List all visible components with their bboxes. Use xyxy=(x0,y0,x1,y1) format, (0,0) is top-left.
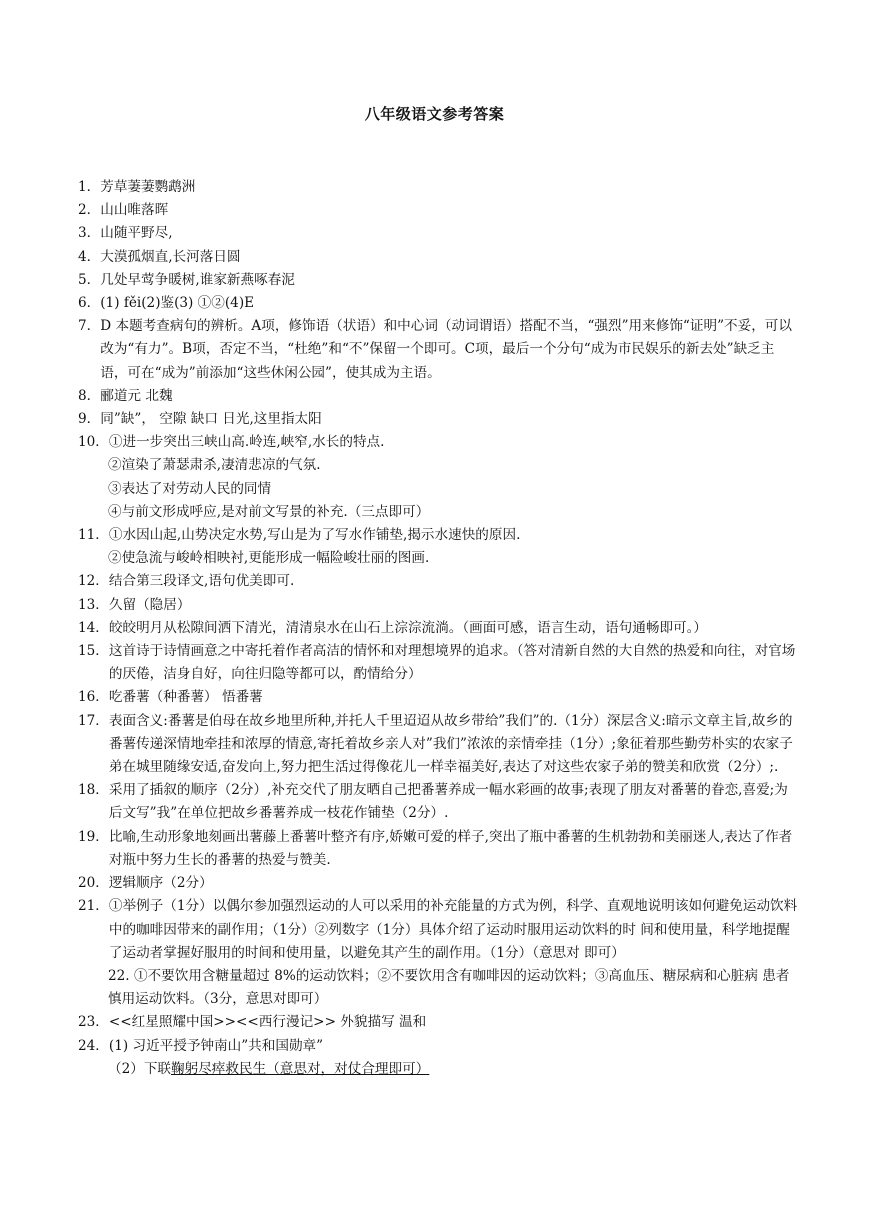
answer-text: 几处早莺争暖树,谁家新燕啄春泥 xyxy=(100,271,295,288)
answer-sub-line: ④与前文形成呼应,是对前文写景的补充.（三点即可） xyxy=(108,503,430,520)
answer-text: <<红星照耀中国>><<西行漫记>> 外貌描写 温和 xyxy=(108,1014,427,1031)
answer-number: 8． xyxy=(78,387,101,404)
answer-text: 山随平野尽, xyxy=(100,225,173,242)
answer-number: 11． xyxy=(78,527,109,544)
answer-text: 山山唯落晖 xyxy=(100,202,169,219)
answer-item xyxy=(78,408,798,431)
answer-list xyxy=(78,176,798,1081)
answer-item xyxy=(78,222,798,245)
answer-text: 吃番薯（种番薯） 悟番薯 xyxy=(108,689,263,706)
answer-number: 14． xyxy=(78,619,109,636)
answer-number: 13． xyxy=(78,596,109,613)
answer-sub-line: ②渲染了萧瑟肃杀,凄清悲凉的气氛. xyxy=(108,457,321,474)
answer-item xyxy=(78,246,798,269)
answer-number: 21． xyxy=(78,898,109,915)
answer-text: 芳草萋萋鹦鹉洲 xyxy=(100,179,196,195)
answer-number: 7． xyxy=(78,318,101,335)
answer-item xyxy=(78,895,798,965)
answer-text: 皎皎明月从松隙间洒下清光，清清泉水在山石上淙淙流淌。（画面可感，语言生动，语句通畅即可。） xyxy=(108,619,708,636)
answer-item xyxy=(78,826,798,872)
answer-item xyxy=(78,594,798,617)
answer-number: 1． xyxy=(78,179,101,195)
answer-text: (1) 习近平授予钟南山”共和国勋章” xyxy=(108,1037,324,1054)
answer-text: 同”缺”， 空隙 缺口 日光,这里指太阳 xyxy=(100,411,322,428)
page-title: 八年级语文参考答案 xyxy=(364,105,505,123)
answer-item xyxy=(78,710,798,780)
answer-number: 3． xyxy=(78,225,101,242)
answer-text: 大漠孤烟直,长河落日圆 xyxy=(100,248,241,265)
answer-text: 比喻,生动形象地刻画出薯藤上番薯叶整齐有序,娇嫩可爱的样子,突出了瓶中番薯的生机勃勃和美丽迷人,表达了作者对瓶中努力生长的番薯的热爱与赞美. xyxy=(108,828,793,868)
answer-number: 15． xyxy=(78,643,109,660)
answer-number: 19． xyxy=(78,828,109,845)
answer-number: 6． xyxy=(78,295,101,312)
answer-number: 20． xyxy=(78,875,109,892)
answer-item xyxy=(78,176,798,199)
answer-number: 5． xyxy=(78,271,101,288)
answer-sub-line: ②使急流与峻岭相映衬,更能形成一幅险峻壮丽的图画. xyxy=(108,550,430,567)
answer-text: 逻辑顺序（2分） xyxy=(108,875,213,892)
answer-number: 12． xyxy=(78,573,109,590)
answer-number: 18． xyxy=(78,782,109,799)
answer-number: 16． xyxy=(78,689,109,706)
answer-text: ①水因山起,山势决定水势,写山是为了写水作铺垫,揭示水速快的原因. xyxy=(108,527,521,544)
answer-text: 结合第三段译文,语句优美即可. xyxy=(108,573,295,590)
answer-sub-line: ③表达了对劳动人民的同情 xyxy=(108,480,272,497)
answer-text: ①进一步突出三峡山高.岭连,峡窄,水长的特点. xyxy=(108,434,385,451)
answer-item xyxy=(78,640,798,686)
answer-number: 24． xyxy=(78,1037,109,1054)
answer-item xyxy=(78,199,798,222)
answer-text: 久留（隐居） xyxy=(108,596,191,613)
answer-item xyxy=(78,431,798,454)
answer-item xyxy=(78,617,798,640)
answer-item xyxy=(78,269,798,292)
answer-item xyxy=(78,779,798,825)
answer-text: D 本题考查病句的辨析。A项，修饰语（状语）和中心词（动词谓语）搭配不当，“强烈”用来修饰“证明”不妥，可以改为“有力”。B项，否定不当，“杜绝”和“不”保留一个即可。C项，最后一个分句“成为市民娱乐的新去处”缺乏主语，可在“成为”前添加“这些休闲公园”，使其成为主语。 xyxy=(100,318,792,381)
answer-number: 4． xyxy=(78,248,101,265)
answer-text: 采用了插叙的顺序（2分）,补充交代了朋友晒自己把番薯养成一幅水彩画的故事;表现了朋友对番薯的眷恋,喜爱;为后文写”我”在单位把故乡番薯养成一枝花作铺垫（2分）. xyxy=(108,782,788,822)
answer-number: 23． xyxy=(78,1014,109,1031)
answer-number: 17． xyxy=(78,712,109,729)
answer-item xyxy=(78,1011,798,1034)
answer-item xyxy=(78,872,798,895)
answer-item xyxy=(78,315,798,385)
answer-text: 郦道元 北魏 xyxy=(100,387,173,404)
answer-number: 10． xyxy=(78,434,109,451)
answer-item xyxy=(78,1035,798,1058)
answer-item xyxy=(78,385,798,408)
answer-text: (1) fěi(2)鉴(3) ①②(4)E xyxy=(100,295,255,312)
answer-item xyxy=(78,292,798,315)
answer-sub-line: （2）下联鞠躬尽瘁救民生（意思对，对仗合理即可） xyxy=(108,1060,430,1077)
answer-text: 表面含义:番薯是伯母在故乡地里所种,并托人千里迢迢从故乡带给”我们”的.（1分）深层含义:暗示文章主旨,故乡的番薯传递深情地牵挂和浓厚的情意,寄托着故乡亲人对”我们”浓浓的亲情牵挂（1分）;象征着那些勤劳朴实的农家子弟在城里随缘安适,奋发向上,努力把生活过得像花儿一样幸福美好,表达了对这些农家子弟的赞美和欣赏（2分）;. xyxy=(108,712,793,776)
answer-text: ①举例子（1分）以偶尔参加强烈运动的人可以采用的补充能量的方式为例，科学、直观地说明该如何避免运动饮料中的咖啡因带来的副作用；（1分）②列数字（1分）具体介绍了运动时服用运动饮料的时 间和使用量，科学地提醒了运动者掌握好服用的时间和使用量，以避免其产生的副作用。（1分）（意思对 即可） xyxy=(108,898,798,961)
answer-item xyxy=(78,570,798,593)
answer-item xyxy=(78,524,798,547)
answer-number: 9． xyxy=(78,411,101,428)
answer-text: 这首诗于诗情画意之中寄托着作者高洁的情怀和对理想境界的追求。（答对清新自然的大自然的热爱和向往，对官场的厌倦，洁身自好，向往归隐等都可以，酌情给分） xyxy=(108,643,796,683)
answer-number: 2． xyxy=(78,202,101,219)
answer-sub-line: 22. ①不要饮用含糖量超过 8%的运动饮料；②不要饮用含有咖啡因的运动饮料；③高血压、糖尿病和心脏病 患者慎用运动饮料。（3分，意思对即可） xyxy=(108,967,790,1008)
answer-item xyxy=(78,686,798,709)
